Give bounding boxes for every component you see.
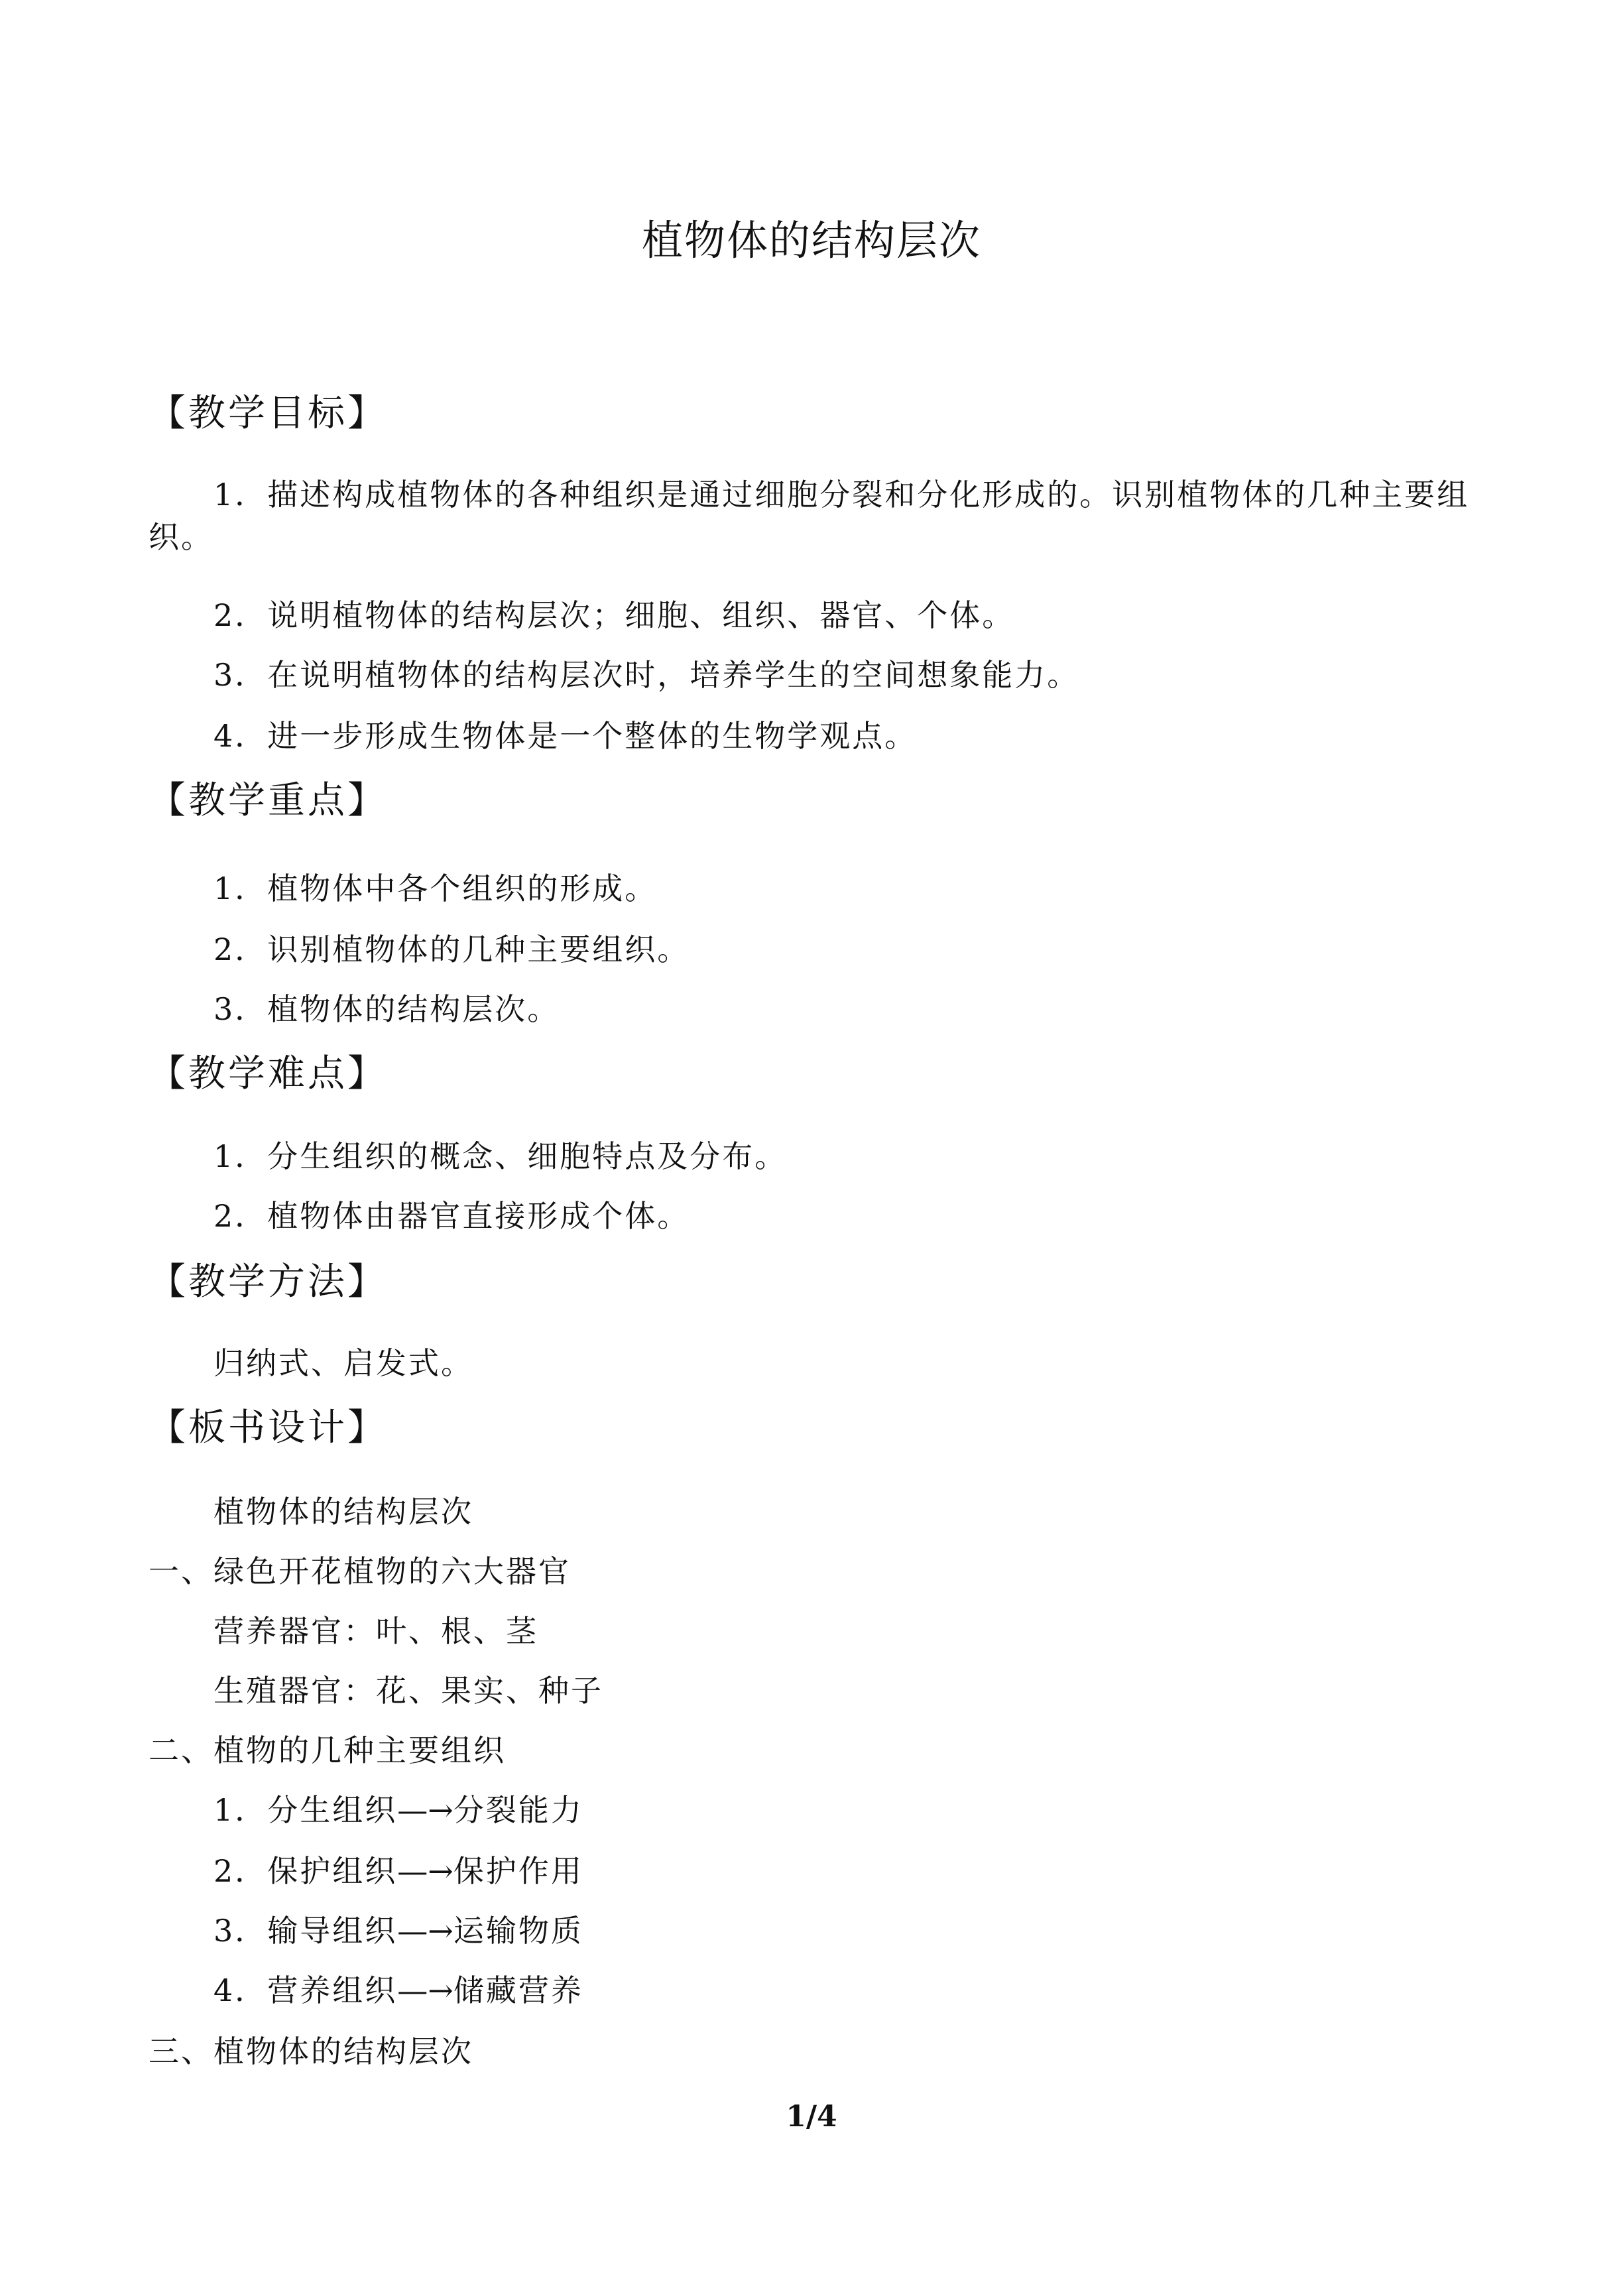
key-point-item-3: 3．植物体的结构层次。 [213, 991, 560, 1027]
tissue-row [213, 1850, 583, 1892]
reproductive-organs: 生殖器官：花、果实、种子 [213, 1673, 603, 1709]
objective-item-1: 1．描述构成植物体的各种组织是通过细胞分裂和分化形成的。识别植物体的几种主要组织。 [149, 477, 1470, 555]
key-point-item-2: 2．识别植物体的几种主要组织。 [213, 932, 690, 967]
page-title: 植物体的结构层次 [641, 216, 981, 265]
page-number: 1/4 [786, 2100, 837, 2134]
objective-item-3: 3．在说明植物体的结构层次时，培养学生的空间想象能力。 [213, 657, 1080, 693]
difficulty-item-2: 2．植物体由器官直接形成个体。 [213, 1198, 690, 1234]
board-title: 植物体的结构层次 [213, 1494, 473, 1530]
vegetative-organs: 营养器官：叶、根、茎 [213, 1613, 538, 1649]
tissue-row [213, 1969, 583, 2012]
board-part3-heading: 三、植物体的结构层次 [149, 2033, 473, 2069]
tissue-function: 分裂能力 [453, 1792, 583, 1828]
board-part2-heading: 二、植物的几种主要组织 [149, 1732, 506, 1768]
tissue-row [213, 1789, 583, 1831]
tissue-name: 3．输导组织 [213, 1913, 398, 1949]
methods-text: 归纳式、启发式。 [213, 1345, 473, 1381]
tissue-name: 4．营养组织 [213, 1972, 398, 2008]
board-part1-heading: 一、绿色开花植物的六大器官 [149, 1553, 571, 1589]
tissue-function: 储藏营养 [453, 1972, 583, 2008]
tissue-name: 2．保护组织 [213, 1853, 398, 1889]
arrow-icon: —→ [397, 1972, 453, 2008]
arrow-icon: —→ [397, 1853, 453, 1889]
tissue-function: 运输物质 [453, 1913, 583, 1949]
difficulty-item-1: 1．分生组织的概念、细胞特点及分布。 [213, 1138, 788, 1174]
tissue-function: 保护作用 [453, 1853, 583, 1889]
tissue-name: 1．分生组织 [213, 1792, 398, 1828]
arrow-icon: —→ [397, 1913, 453, 1949]
key-points-heading: 【教学重点】 [149, 779, 387, 822]
board-heading: 【板书设计】 [149, 1406, 387, 1449]
objectives-heading: 【教学目标】 [149, 392, 387, 435]
objective-item-4: 4．进一步形成生物体是一个整体的生物学观点。 [213, 718, 918, 754]
key-point-item-1: 1．植物体中各个组织的形成。 [213, 871, 658, 906]
difficulties-heading: 【教学难点】 [149, 1052, 387, 1095]
tissue-row [213, 1909, 583, 1952]
methods-heading: 【教学方法】 [149, 1260, 387, 1303]
arrow-icon: —→ [397, 1792, 453, 1828]
objective-item-2: 2．说明植物体的结构层次；细胞、组织、器官、个体。 [213, 597, 1015, 633]
